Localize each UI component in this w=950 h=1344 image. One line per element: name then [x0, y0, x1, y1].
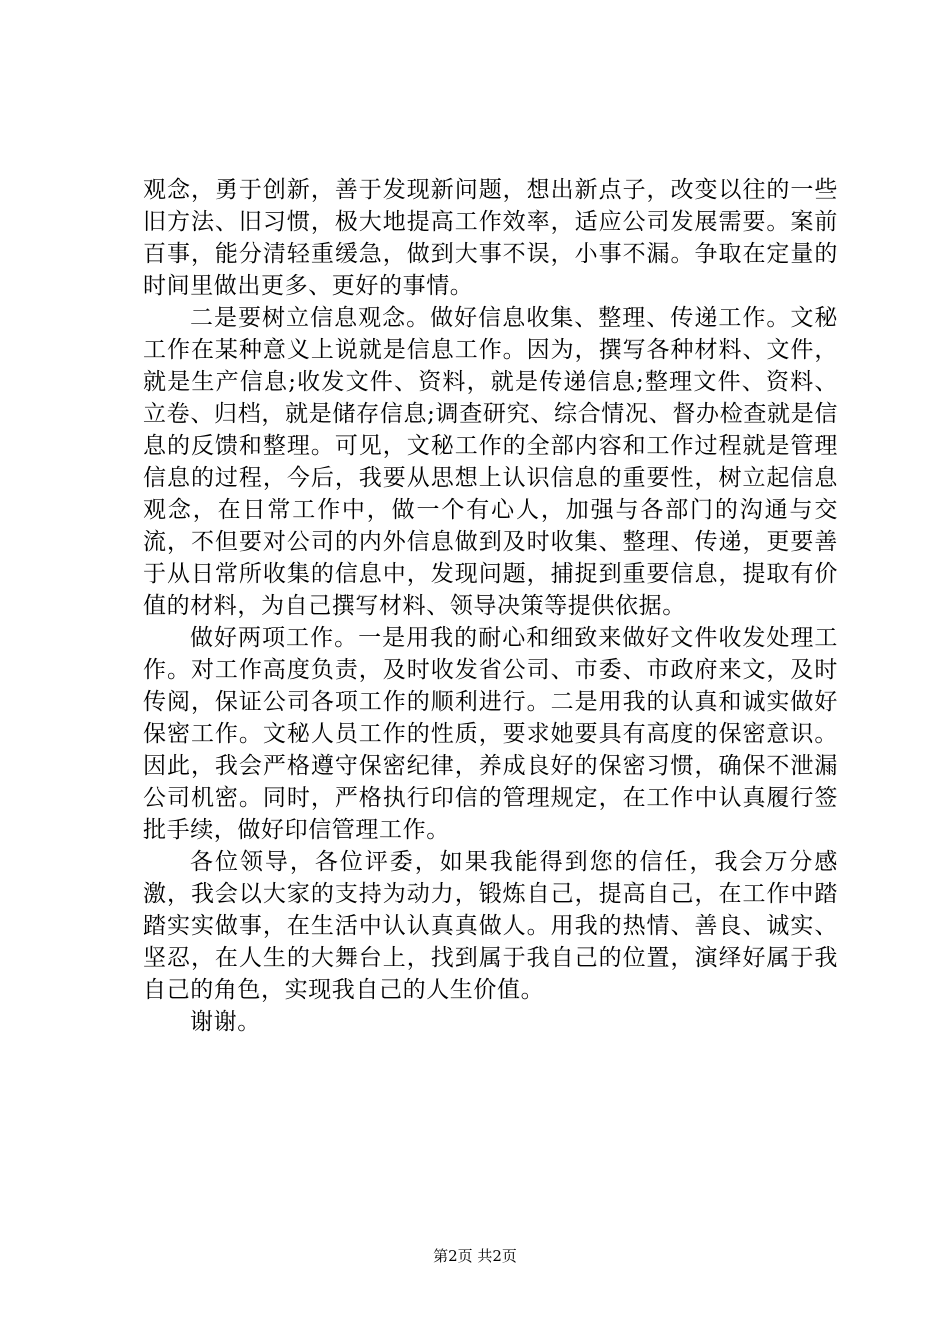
- paragraph-5: 谢谢。: [190, 1009, 261, 1035]
- paragraph-3: 做好两项工作。一是用我的耐心和细致来做好文件收发处理工作。对工作高度负责，及时收发省公司、市委、市政府来文，及时传阅，保证公司各项工作的顺利进行。二是用我的认真和诚实做好保密工作。文秘人员工作的性质，要求她要具有高度的保密意识。因此，我会严格遵守保密纪律，养成良好的保密习惯，确保不泄漏公司机密。同时，严格执行印信的管理规定，在工作中认真履行签批手续，做好印信管理工作。: [143, 625, 838, 843]
- document-body: [143, 174, 838, 1038]
- page-number-footer: 第2页 共2页: [433, 1247, 517, 1265]
- paragraph-1: 观念，勇于创新，善于发现新问题，想出新点子，改变以往的一些旧方法、旧习惯，极大地提高工作效率，适应公司发展需要。案前百事，能分清轻重缓急，做到大事不误，小事不漏。争取在定量的时间里做出更多、更好的事情。: [143, 177, 838, 299]
- paragraph-2: 二是要树立信息观念。做好信息收集、整理、传递工作。文秘工作在某种意义上说就是信息工作。因为，撰写各种材料、文件，就是生产信息;收发文件、资料，就是传递信息;整理文件、资料、立卷、归档，就是储存信息;调查研究、综合情况、督办检查就是信息的反馈和整理。可见，文秘工作的全部内容和工作过程就是管理信息的过程，今后，我要从思想上认识信息的重要性，树立起信息观念，在日常工作中，做一个有心人，加强与各部门的沟通与交流，不但要对公司的内外信息做到及时收集、整理、传递，更要善于从日常所收集的信息中，发现问题，捕捉到重要信息，提取有价值的材料，为自己撰写材料、领导决策等提供依据。: [143, 305, 838, 619]
- paragraph-4: 各位领导，各位评委，如果我能得到您的信任，我会万分感激，我会以大家的支持为动力，锻炼自己，提高自己，在工作中踏踏实实做事，在生活中认认真真做人。用我的热情、善良、诚实、坚忍，在人生的大舞台上，找到属于我自己的位置，演绎好属于我自己的角色，实现我自己的人生价值。: [143, 849, 838, 1003]
